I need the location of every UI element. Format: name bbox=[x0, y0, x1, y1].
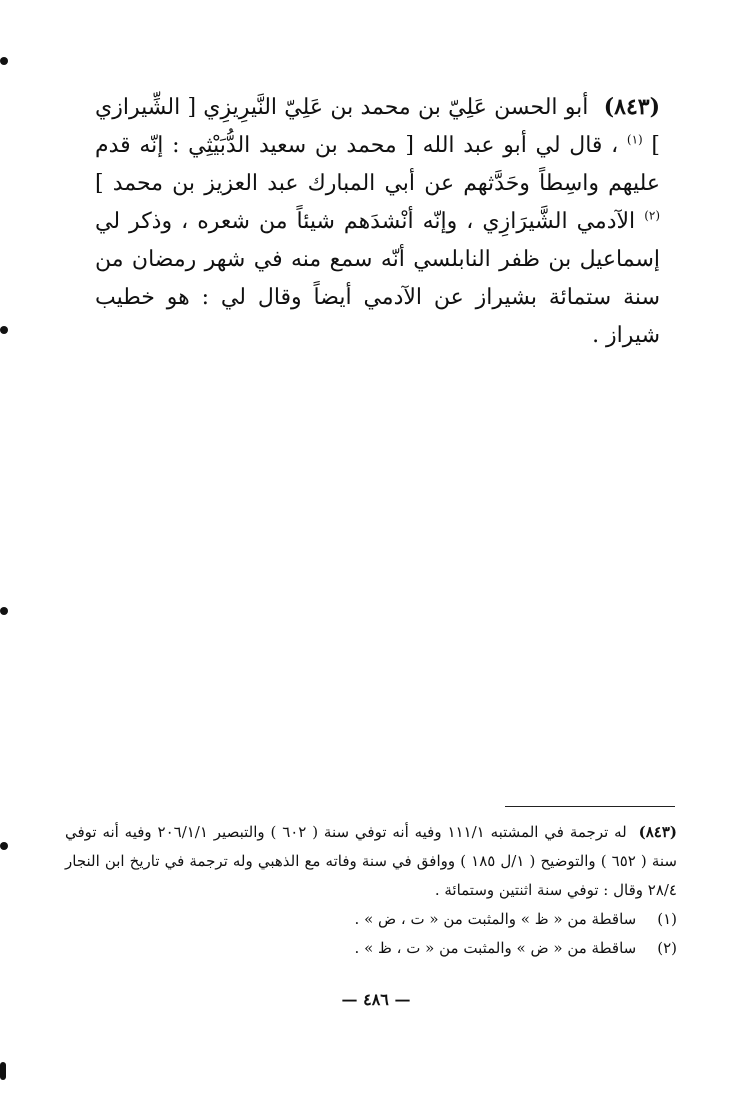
binding-hole-mark bbox=[0, 1062, 6, 1080]
footnote-item-text: ساقطة من « ض » والمثبت من « ت ، ظ » . bbox=[354, 939, 637, 957]
entry-number: (٨٤٣) bbox=[603, 94, 660, 120]
binding-hole-mark bbox=[0, 57, 8, 65]
binding-hole-mark bbox=[0, 326, 8, 334]
biography-entry bbox=[95, 88, 660, 355]
binding-hole-mark bbox=[0, 842, 8, 850]
footnote-main-number: (٨٤٣) bbox=[638, 823, 677, 841]
footnote-item bbox=[65, 905, 677, 934]
footnote-separator-rule bbox=[505, 806, 675, 807]
footnote-item-marker: (١) bbox=[657, 910, 677, 928]
footnote-reference-2: (٢) bbox=[644, 208, 661, 223]
footnotes-section bbox=[65, 818, 677, 963]
entry-text-part2: ، قال لي أبو عبد الله [ محمد بن سعيد الدُّبَيْثِي : إنّه قدم عليهم واسِطاً وحَدَّثهم عن أبي المبارك عبد العزيز بن محمد ] bbox=[95, 133, 660, 196]
page-number: — ٤٨٦ — bbox=[341, 990, 411, 1009]
footnote-main bbox=[65, 818, 677, 905]
footnote-reference-1: (١) bbox=[626, 132, 643, 147]
footnote-item-text: ساقطة من « ظ » والمثبت من « ت ، ض » . bbox=[354, 910, 637, 928]
binding-hole-mark bbox=[0, 607, 8, 615]
entry-text-part1: أبو الحسن عَلِيّ بن محمد بن عَلِيّ النَّيرِيزِي [ الشِّيرازي ] bbox=[95, 95, 660, 158]
entry-text-part3: الآدمي الشَّيرَازِي ، وإنّه أنْشدَهم شيئاً من شعره ، وذكر لي إسماعيل بن ظفر النابلسي أنّه سمع منه في شهر رمضان من سنة ستمائة بشيراز عن الآدمي أيضاً وقال لي : هو خطيب شيراز . bbox=[95, 209, 660, 348]
footnote-item bbox=[65, 934, 677, 963]
footnote-item-marker: (٢) bbox=[657, 939, 677, 957]
footnote-main-text: له ترجمة في المشتبه ١١١/١ وفيه أنه توفي سنة ( ٦٠٢ ) والتبصير ٢٠٦/١/١ وفيه أنه توفي سنة ( ٦٥٢ ) والتوضيح ( ١/ل ١٨٥ ) ووافق في سنة وفاته مع الذهبي وله ترجمة في تاريخ ابن النجار ٢٨/٤ وقال : توفي سنة اثنتين وستمائة . bbox=[65, 823, 677, 899]
